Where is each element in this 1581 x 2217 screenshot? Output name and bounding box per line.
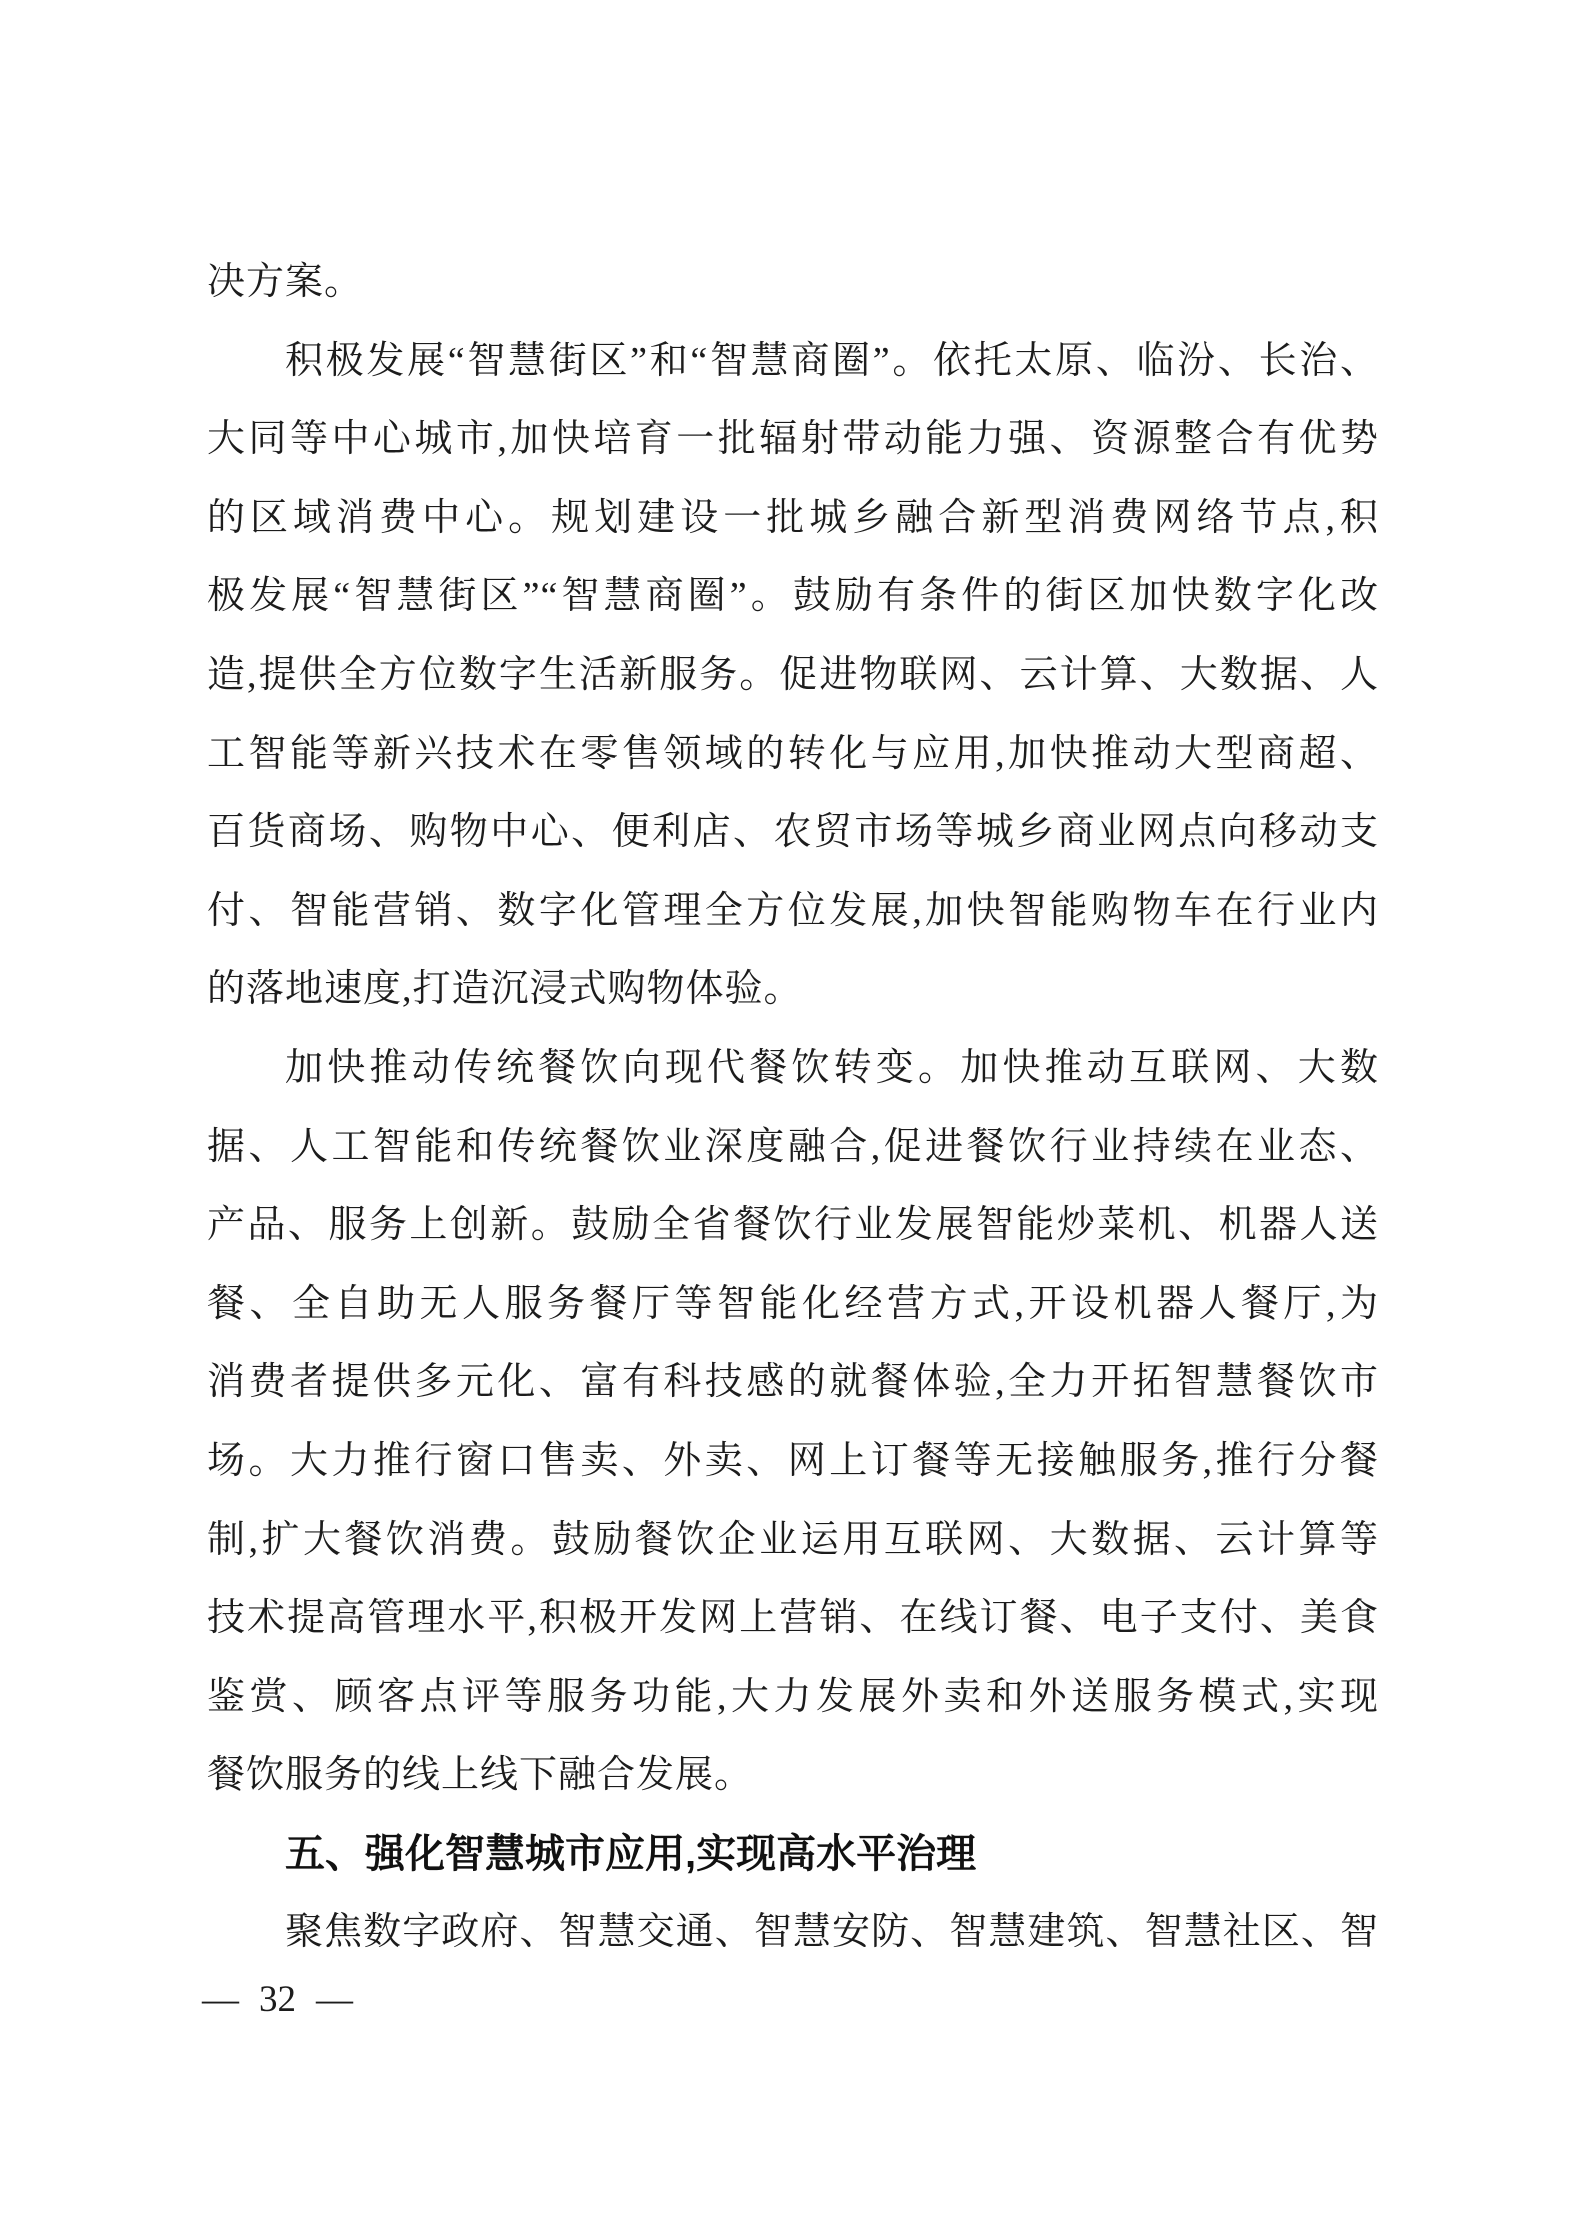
text-line: 加快推动传统餐饮向现代餐饮转变。加快推动互联网、大数: [285, 1046, 1379, 1089]
footer-dash-left: —: [202, 1979, 239, 2020]
document-body: [207, 243, 1379, 1972]
text-line: 据、人工智能和传统餐饮业深度融合,促进餐饮行业持续在业态、: [207, 1125, 1379, 1168]
text-line: 大同等中心城市,加快培育一批辐射带动能力强、资源整合有优势: [207, 418, 1379, 461]
section-heading: 五、强化智慧城市应用,实现高水平治理: [285, 1831, 977, 1876]
page-number: 32: [259, 1979, 296, 2020]
text-line: 制,扩大餐饮消费。鼓励餐饮企业运用互联网、大数据、云计算等: [207, 1518, 1379, 1561]
text-line: 餐饮服务的线上线下融合发展。: [207, 1754, 754, 1797]
text-line: 聚焦数字政府、智慧交通、智慧安防、智慧建筑、智慧社区、智: [285, 1911, 1379, 1954]
text-line: 鉴赏、顾客点评等服务功能,大力发展外卖和外送服务模式,实现: [207, 1675, 1379, 1718]
footer-dash-right: —: [316, 1979, 353, 2020]
text-line: 技术提高管理水平,积极开发网上营销、在线订餐、电子支付、美食: [207, 1597, 1379, 1640]
text-line: 积极发展“智慧街区”和“智慧商圈”。依托太原、临汾、长治、: [285, 339, 1379, 382]
text-line: 工智能等新兴技术在零售领域的转化与应用,加快推动大型商超、: [207, 732, 1379, 775]
text-line: 的落地速度,打造沉浸式购物体验。: [207, 968, 803, 1011]
text-line: 场。大力推行窗口售卖、外卖、网上订餐等无接触服务,推行分餐: [207, 1439, 1379, 1482]
text-line: 百货商场、购物中心、便利店、农贸市场等城乡商业网点向移动支: [207, 811, 1379, 854]
text-line: 造,提供全方位数字生活新服务。促进物联网、云计算、大数据、人: [207, 653, 1379, 696]
text-line: 餐、全自助无人服务餐厅等智能化经营方式,开设机器人餐厅,为: [207, 1282, 1379, 1325]
text-line: 产品、服务上创新。鼓励全省餐饮行业发展智能炒菜机、机器人送: [207, 1204, 1379, 1247]
text-line: 的区域消费中心。规划建设一批城乡融合新型消费网络节点,积: [207, 496, 1379, 539]
page-footer: [202, 1978, 353, 2022]
text-line: 付、智能营销、数字化管理全方位发展,加快智能购物车在行业内: [207, 889, 1379, 932]
text-line: 消费者提供多元化、富有科技感的就餐体验,全力开拓智慧餐饮市: [207, 1361, 1379, 1404]
text-line: 决方案。: [207, 261, 364, 303]
text-line: 极发展“智慧街区”“智慧商圈”。鼓励有条件的街区加快数字化改: [207, 575, 1379, 618]
